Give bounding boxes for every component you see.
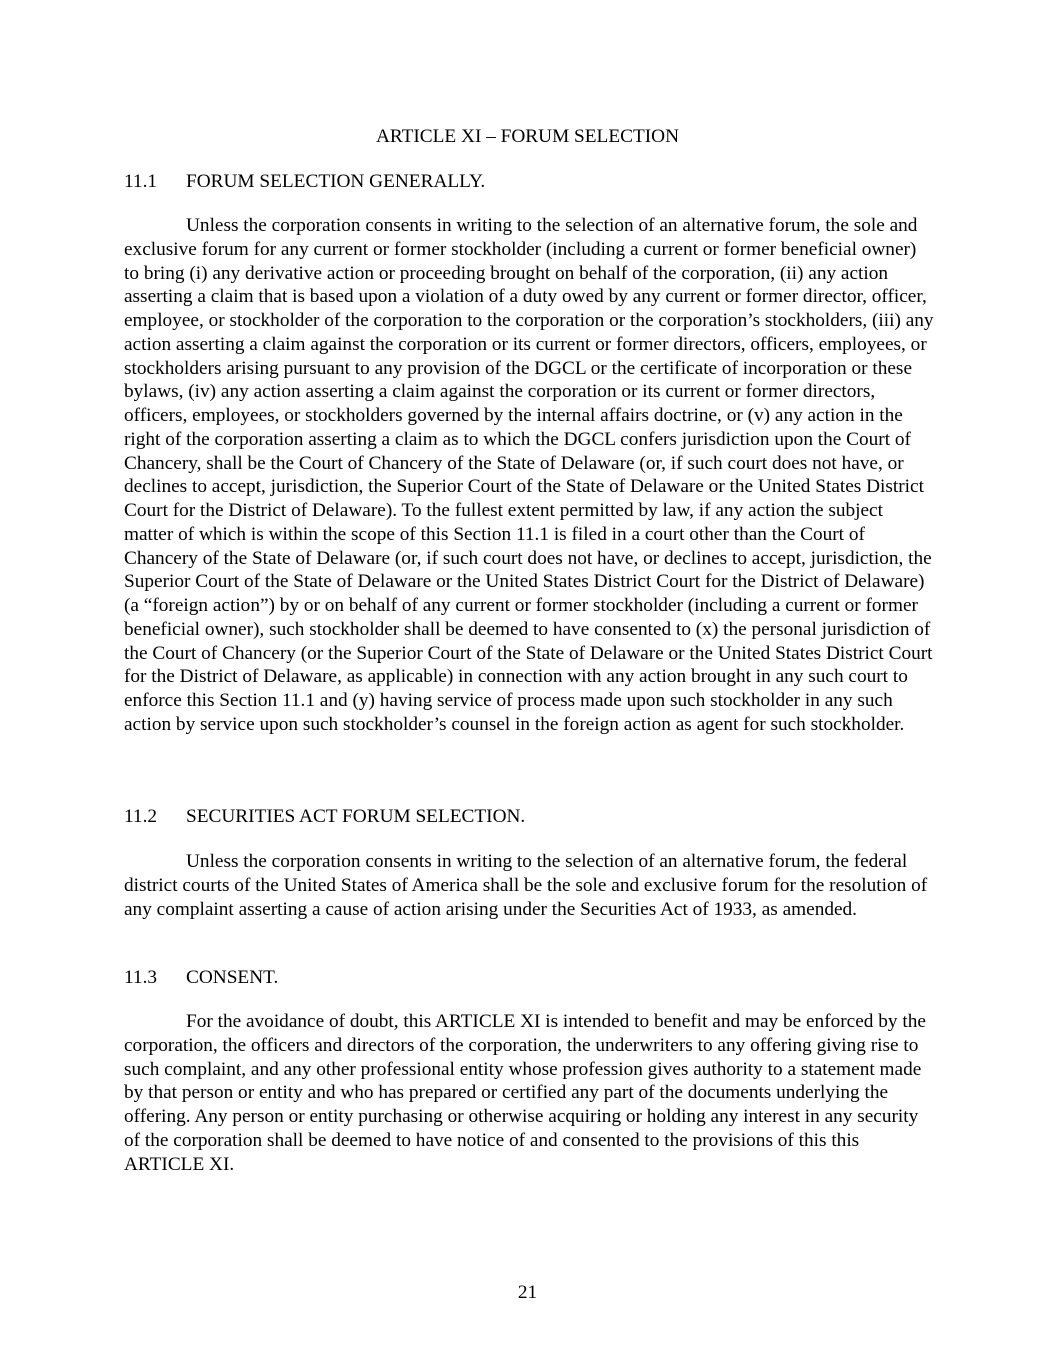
section-heading-11-3 xyxy=(124,966,278,990)
section-number: 11.3 xyxy=(124,967,158,988)
section-body-11-2: Unless the corporation consents in writing to the selection of an alternative forum, the federal district courts of the United States of America shall be the sole and exclusive forum for the resolution of any complaint asserting a cause of action arising under the Securities Act of 1933, as amended. xyxy=(124,851,928,920)
section-title: CONSENT. xyxy=(186,967,279,988)
section-title: SECURITIES ACT FORUM SELECTION. xyxy=(186,806,526,827)
section-body-11-3: For the avoidance of doubt, this ARTICLE XI is intended to benefit and may be enforced by the corporation, the officers and directors of the corporation, the underwriters to any offering giving rise to such complaint, and any other professional entity whose profession gives authority to a statement made by that person or entity and who has prepared or certified any part of the documents underlying the offering. Any person or entity purchasing or otherwise acquiring or holding any interest in any security of the corporation shall be deemed to have notice of and consented to the provisions of this this ARTICLE XI. xyxy=(124,1011,926,1175)
article-title: ARTICLE XI – FORUM SELECTION xyxy=(375,126,680,147)
section-title: FORUM SELECTION GENERALLY. xyxy=(186,171,486,192)
section-heading-11-1 xyxy=(124,170,485,194)
section-number: 11.1 xyxy=(124,171,158,192)
page-number: 21 xyxy=(517,1282,538,1303)
section-number: 11.2 xyxy=(124,806,158,827)
section-heading-11-2 xyxy=(124,805,525,829)
section-body-11-1: Unless the corporation consents in writing to the selection of an alternative forum, the sole and exclusive forum for any current or former stockholder (including a current or former beneficial owner) to bring (i) any derivative action or proceeding brought on behalf of the corporation, (ii) any action asserting a claim that is based upon a violation of a duty owed by any current or former director, officer, employee, or stockholder of the corporation to the corporation or the corporation’s stockholders, (iii) any action asserting a claim against the corporation or its current or former directors, officers, employees, or stockholders arising pursuant to any provision of the DGCL or the certificate of incorporation or these bylaws, (iv) any action asserting a claim against the corporation or its current or former directors, officers, employees, or stockholders governed by the internal affairs doctrine, or (v) any action in the right of the corporation asserting a claim as to which the DGCL confers jurisdiction upon the Court of Chancery, shall be the Court of Chancery of the State of Delaware (or, if such court does not have, or declines to accept, jurisdiction, the Superior Court of the State of Delaware or the United States District Court for the District of Delaware). To the fullest extent permitted by law, if any action the subject matter of which is within the scope of this Section 11.1 is filed in a court other than the Court of Chancery of the State of Delaware (or, if such court does not have, or declines to accept, jurisdiction, the Superior Court of the State of Delaware or the United States District Court for the District of Delaware) (a “foreign action”) by or on behalf of any current or former stockholder (including a current or former beneficial owner), such stockholder shall be deemed to have consented to (x) the personal jurisdiction of the Court of Chancery (or the Superior Court of the State of Delaware or the United States District Court for the District of Delaware, as applicable) in connection with any action brought in any such court to enforce this Section 11.1 and (y) having service of process made upon such stockholder in any such action by service upon such stockholder’s counsel in the foreign action as agent for such stockholder. xyxy=(124,215,934,735)
